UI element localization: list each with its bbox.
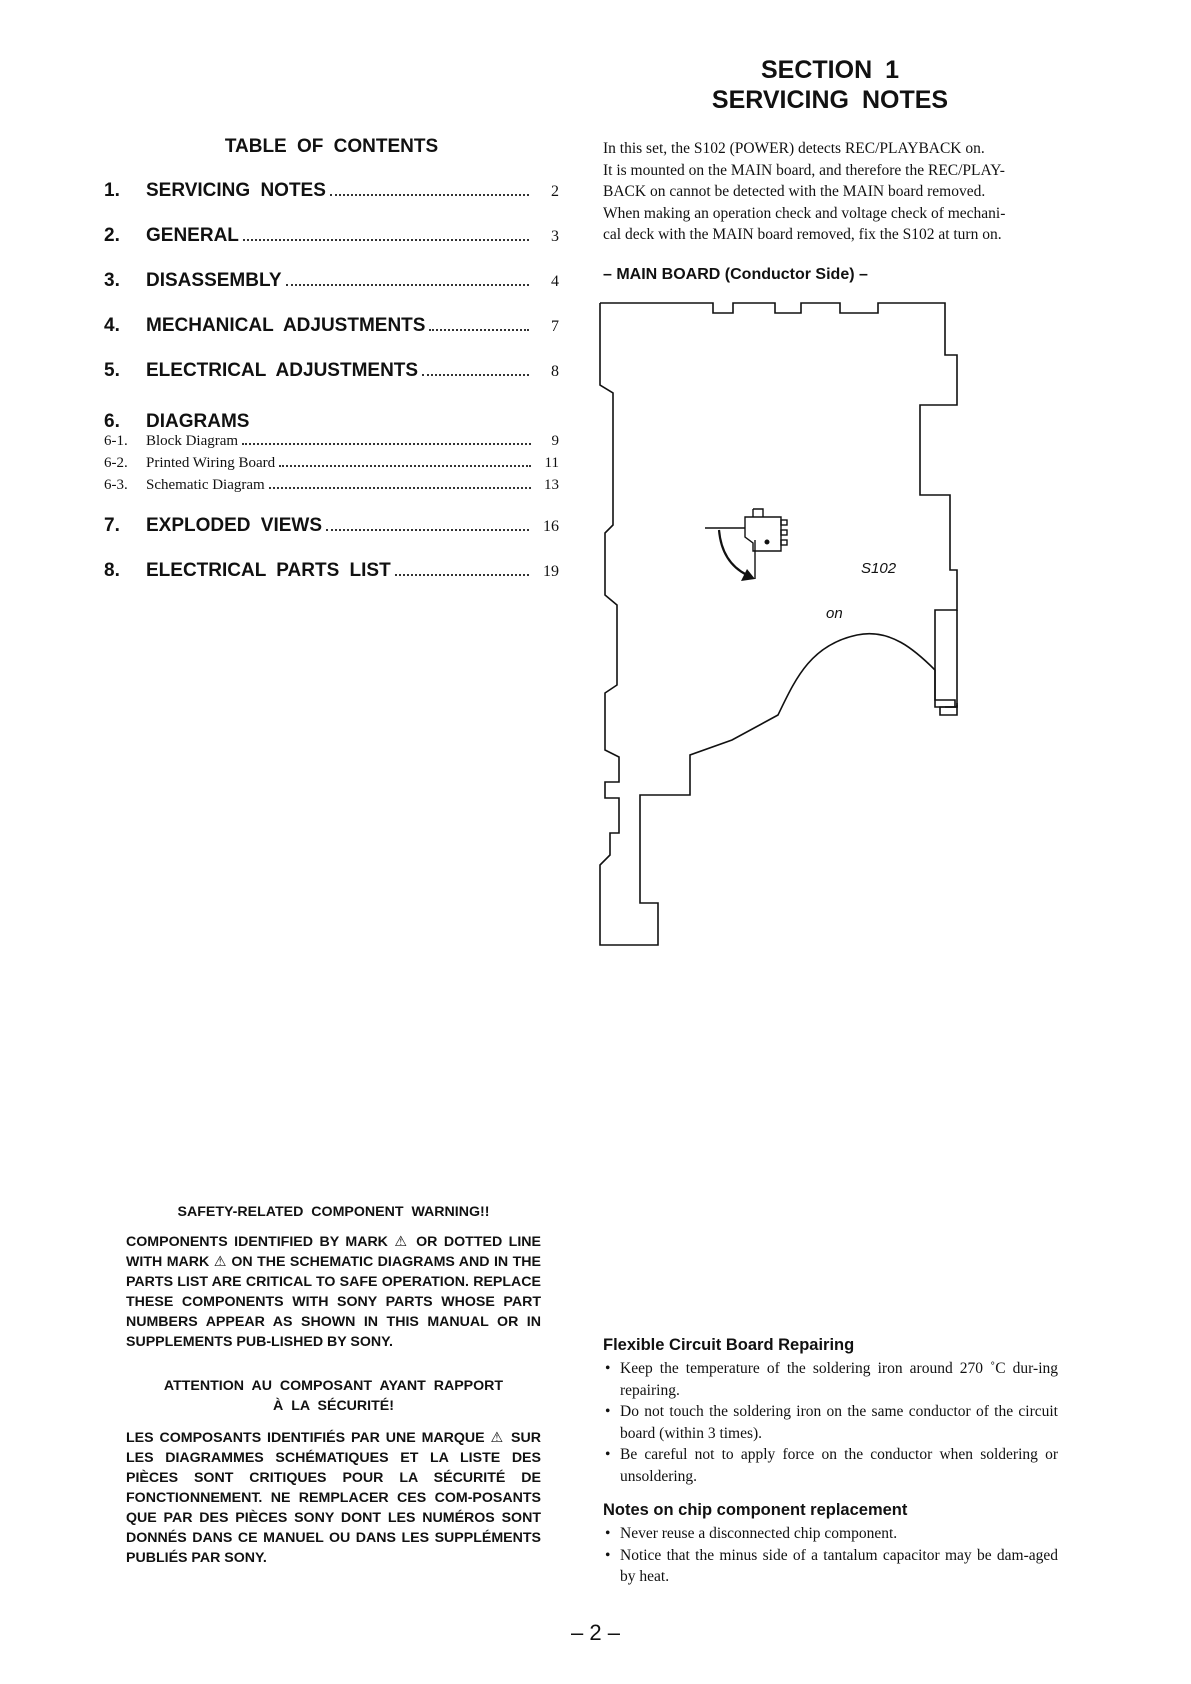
toc-entry-number: 2. [104, 225, 120, 246]
flexible-list [603, 1358, 1058, 1487]
toc-entry-title: ELECTRICAL ADJUSTMENTS [146, 360, 419, 381]
safety-title-fr-line2: À LA SÉCURITÉ! [273, 1398, 394, 1414]
toc-entry-number: 6. [104, 411, 120, 432]
toc-entry-page: 8 [551, 363, 559, 380]
toc-entry[interactable] [104, 515, 559, 560]
safety-title-fr-line1: ATTENTION AU COMPOSANT AYANT RAPPORT [163, 1378, 504, 1394]
safety-title: SAFETY-RELATED COMPONENT WARNING!! [177, 1204, 490, 1220]
toc-leader-dots [279, 465, 531, 467]
on-label: on [826, 605, 843, 622]
toc-entry-number: 4. [104, 315, 120, 336]
intro-line: When making an operation check and voltage check of mechani- [603, 204, 1006, 222]
intro-paragraph [603, 138, 1058, 246]
intro-line: cal deck with the MAIN board removed, fix the S102 at turn on. [603, 226, 1002, 243]
toc-entry-page: 7 [551, 318, 559, 335]
s102-label: S102 [861, 560, 897, 577]
toc-entry-page: 4 [551, 273, 559, 290]
toc-entry-number: 8. [104, 560, 120, 581]
toc-subentry[interactable] [104, 455, 559, 477]
toc-leader-dots [243, 239, 529, 241]
section-number: SECTION 1 [761, 56, 899, 84]
toc-subentry-title: Block Diagram [146, 433, 239, 449]
toc-subentry-number: 6-2. [104, 455, 128, 471]
toc-entry-title: MECHANICAL ADJUSTMENTS [146, 315, 426, 336]
toc-entry-title: EXPLODED VIEWS [146, 515, 323, 536]
toc-entry[interactable] [104, 180, 559, 225]
toc-subentry-page: 9 [551, 433, 559, 449]
toc-entry-title: ELECTRICAL PARTS LIST [146, 560, 391, 581]
safety-text-fr: LES COMPOSANTS IDENTIFIÉS PAR UNE MARQUE ⚠ SUR LES DIAGRAMMES SCHÉMATIQUES ET LA LISTE DES PIÈCES SONT CRITIQUES POUR LA SÉCURITÉ DE FONCTIONNEMENT. NE REMPLACER CES COM-POSANTS QUE PAR DES PIÈCES SONY DONT LES NUMÉROS SONT DONNÉS DANS CE MANUEL OU DANS LES SUPPLÉMENTS PUBLIÉS PAR SONY. [126, 1430, 541, 1566]
board-outline-main [600, 303, 957, 945]
flexible-heading: Flexible Circuit Board Repairing [603, 1336, 855, 1354]
s102-switch [705, 509, 787, 579]
toc-entry[interactable] [104, 225, 559, 270]
toc-entry-title: DIAGRAMS [146, 411, 250, 432]
on-direction-arrow [719, 530, 747, 575]
toc-entry-diagrams[interactable] [104, 411, 559, 433]
toc-leader-dots [242, 443, 531, 445]
list-item: • Be careful not to apply force on the conductor when soldering or unsoldering. [603, 1444, 1058, 1487]
toc-entry[interactable] [104, 270, 559, 315]
toc-entry-page: 3 [551, 228, 559, 245]
list-item: • Do not touch the soldering iron on the same conductor of the circuit board (within 3 times). [603, 1401, 1058, 1444]
intro-line: BACK on cannot be detected with the MAIN board removed. [603, 183, 986, 200]
list-item: • Keep the temperature of the soldering iron around 270 ˚C dur-ing repairing. [603, 1358, 1058, 1401]
toc-entry-page: 2 [551, 183, 559, 200]
toc-subentry-number: 6-1. [104, 433, 128, 449]
toc-entry-page: 16 [543, 518, 559, 535]
toc-leader-dots [326, 529, 529, 531]
repair-notes [603, 1336, 1058, 1588]
board-outline [600, 303, 957, 715]
toc-subentry-page: 13 [544, 477, 559, 493]
toc-entry-number: 7. [104, 515, 120, 536]
safety-text: COMPONENTS IDENTIFIED BY MARK ⚠ OR DOTTED LINE WITH MARK ⚠ ON THE SCHEMATIC DIAGRAMS AND IN THE PARTS LIST ARE CRITICAL TO SAFE OPERATION. REPLACE THESE COMPONENTS WITH SONY PARTS WHOSE PART NUMBERS APPEAR AS SHOWN IN THIS MANUAL OR IN SUPPLEMENTS PUB-LISHED BY SONY. [126, 1234, 541, 1350]
board-heading: – MAIN BOARD (Conductor Side) – [603, 266, 868, 283]
toc-leader-dots [286, 284, 530, 286]
toc-entry-title: GENERAL [146, 225, 239, 246]
toc-entry-title: SERVICING NOTES [146, 180, 326, 201]
toc-leader-dots [269, 487, 531, 489]
toc-leader-dots [422, 374, 529, 376]
toc-entry-page: 19 [543, 563, 559, 580]
chip-heading: Notes on chip component replacement [603, 1501, 908, 1519]
intro-line: In this set, the S102 (POWER) detects REC/PLAYBACK on. [603, 140, 985, 157]
page-number: – 2 – [571, 1620, 620, 1645]
toc-leader-dots [395, 574, 529, 576]
section-title: SERVICING NOTES [711, 86, 949, 114]
chip-list [603, 1523, 1058, 1588]
list-item: • Never reuse a disconnected chip component. [603, 1523, 1058, 1545]
list-item: • Notice that the minus side of a tantalum capacitor may be dam-aged by heat. [603, 1545, 1058, 1588]
safety-warning [126, 1202, 541, 1568]
toc-title: TABLE OF CONTENTS [224, 136, 439, 157]
safety-title-fr [126, 1376, 541, 1416]
toc-subentry-title: Printed Wiring Board [146, 455, 276, 471]
toc-entry-title: DISASSEMBLY [146, 270, 282, 291]
toc-subentry[interactable] [104, 477, 559, 499]
toc-subentry[interactable] [104, 433, 559, 455]
main-board-diagram [595, 295, 975, 955]
toc-subentry-number: 6-3. [104, 477, 128, 493]
toc-entry[interactable] [104, 360, 559, 405]
toc-leader-dots [429, 329, 529, 331]
section-heading [630, 55, 1030, 115]
toc-entry-number: 3. [104, 270, 120, 291]
intro-line: It is mounted on the MAIN board, and therefore the REC/PLAY- [603, 161, 1005, 179]
toc-entry-number: 5. [104, 360, 120, 381]
toc-entry[interactable] [104, 315, 559, 360]
toc-subentry-page: 11 [544, 455, 559, 471]
toc-leader-dots [330, 194, 529, 196]
arrow-head [741, 569, 755, 581]
toc-entry[interactable] [104, 560, 559, 605]
toc-subentry-title: Schematic Diagram [146, 477, 265, 493]
toc-entry-number: 1. [104, 180, 120, 201]
table-of-contents [104, 136, 559, 605]
